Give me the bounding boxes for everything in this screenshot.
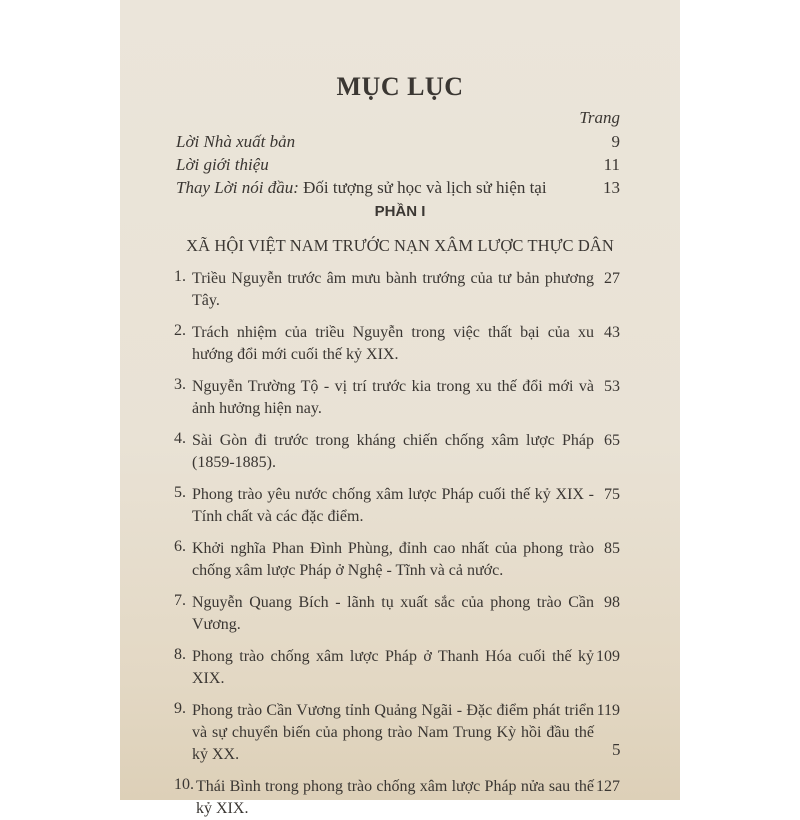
entry-number: 6. (174, 538, 186, 555)
entry-title: Nguyễn Quang Bích - lãnh tụ xuất sắc của phong trào Cần Vương. (192, 594, 594, 633)
front-matter-page: 13 (603, 178, 620, 197)
entry-title: Triều Nguyễn trước âm mưu bành trướng của tư bản phương Tây. (192, 270, 594, 309)
front-matter-title: Lời Nhà xuất bản (176, 132, 296, 151)
entry-page: 75 (604, 486, 620, 503)
entry-number: 5. (174, 484, 186, 501)
toc-entry (174, 268, 628, 312)
toc-entry (174, 322, 628, 366)
toc-entry (174, 776, 628, 820)
entry-number: 3. (174, 376, 186, 393)
front-matter-page: 9 (611, 132, 620, 151)
entry-title: Phong trào yêu nước chống xâm lược Pháp cuối thế kỷ XIX - Tính chất và các đặc điểm. (192, 486, 594, 525)
front-matter-page: 11 (603, 155, 620, 174)
entry-page: 43 (604, 324, 620, 341)
entry-title: Thái Bình trong phong trào chống xâm lược Pháp nửa sau thế kỷ XIX. (196, 778, 594, 817)
entry-title: Khởi nghĩa Phan Đình Phùng, đỉnh cao nhất của phong trào chống xâm lược Pháp ở Nghệ - Tĩnh và cả nước. (192, 540, 594, 579)
toc-entry (174, 430, 628, 474)
book-page (120, 0, 680, 817)
front-matter-title: Thay Lời nói đầu: (176, 178, 299, 197)
entry-page: 127 (596, 778, 620, 795)
entry-page: 109 (596, 648, 620, 665)
entry-number: 10. (174, 776, 194, 793)
toc-entry (174, 376, 628, 420)
entry-number: 8. (174, 646, 186, 663)
front-matter-item (176, 176, 620, 199)
entry-page: 27 (604, 270, 620, 287)
page-column-label: Trang (579, 108, 620, 127)
entry-number: 9. (174, 700, 186, 717)
front-matter-subtitle: Đối tượng sử học và lịch sử hiện tại (298, 178, 547, 197)
front-matter-list (176, 130, 620, 199)
entry-number: 1. (174, 268, 186, 285)
entry-title: Trách nhiệm của triều Nguyễn trong việc thất bại của xu hướng đổi mới cuối thế kỷ XIX. (192, 324, 594, 363)
entry-page: 53 (604, 378, 620, 395)
toc-entry (174, 484, 628, 528)
toc-list (174, 268, 628, 820)
part-label: PHẦN I (374, 203, 426, 220)
entry-title: Nguyễn Trường Tộ - vị trí trước kia trong xu thế đổi mới và ảnh hưởng hiện nay. (192, 378, 594, 417)
entry-page: 65 (604, 432, 620, 449)
entry-number: 2. (174, 322, 186, 339)
entry-number: 7. (174, 592, 186, 609)
front-matter-item (176, 153, 620, 176)
toc-entry (174, 538, 628, 582)
part-title: XÃ HỘI VIỆT NAM TRƯỚC NẠN XÂM LƯỢC THỰC DÂN (186, 236, 614, 255)
page-number: 5 (612, 740, 621, 759)
entry-title: Phong trào Cần Vương tỉnh Quảng Ngãi - Đặc điểm phát triển và sự chuyển biến của phong trào Nam Trung Kỳ hồi đầu thế kỷ XX. (192, 702, 594, 763)
entry-page: 98 (604, 594, 620, 611)
entry-page: 85 (604, 540, 620, 557)
front-matter-item (176, 130, 620, 153)
toc-entry (174, 646, 628, 690)
page-title: MỤC LỤC (336, 72, 464, 101)
toc-entry (174, 700, 628, 766)
entry-title: Sài Gòn đi trước trong kháng chiến chống xâm lược Pháp (1859-1885). (192, 432, 594, 471)
entry-number: 4. (174, 430, 186, 447)
front-matter-title: Lời giới thiệu (176, 155, 269, 174)
entry-page: 119 (596, 702, 620, 719)
entry-title: Phong trào chống xâm lược Pháp ở Thanh Hóa cuối thế kỷ XIX. (192, 648, 594, 687)
toc-entry (174, 592, 628, 636)
